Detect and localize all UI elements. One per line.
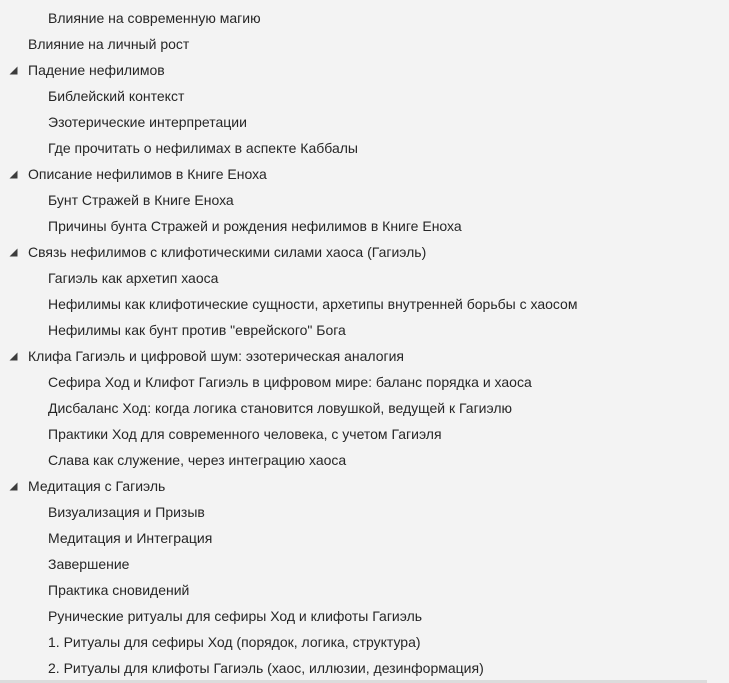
- outline-item[interactable]: [0, 369, 729, 395]
- outline-item[interactable]: [0, 291, 729, 317]
- outline-item[interactable]: [0, 265, 729, 291]
- outline-item[interactable]: [0, 629, 729, 655]
- outline-item[interactable]: [0, 57, 729, 83]
- outline-item[interactable]: [0, 239, 729, 265]
- outline-item-label: Визуализация и Призыв: [48, 504, 205, 520]
- outline-item[interactable]: [0, 5, 729, 31]
- outline-item-label: Причины бунта Стражей и рождения нефилимов в Книге Еноха: [48, 218, 462, 234]
- outline-item[interactable]: [0, 213, 729, 239]
- outline-item[interactable]: [0, 395, 729, 421]
- outline-item-label: 2. Ритуалы для клифоты Гагиэль (хаос, иллюзии, дезинформация): [48, 660, 484, 676]
- outline-item-label: Клифа Гагиэль и цифровой шум: эзотерическая аналогия: [28, 348, 404, 364]
- outline-item-label: Медитация с Гагиэль: [28, 478, 166, 494]
- outline-item-label: Нефилимы как клифотические сущности, архетипы внутренней борьбы с хаосом: [48, 296, 578, 312]
- outline-item-label: Рунические ритуалы для сефиры Ход и клифоты Гагиэль: [48, 608, 423, 624]
- expand-triangle-icon[interactable]: [8, 57, 18, 83]
- outline-item[interactable]: [0, 135, 729, 161]
- outline-item-label: Нефилимы как бунт против "еврейского" Бога: [48, 322, 346, 338]
- outline-item-label: Гагиэль как архетип хаоса: [48, 270, 219, 286]
- outline-item-label: Сефира Ход и Клифот Гагиэль в цифровом мире: баланс порядка и хаоса: [48, 374, 532, 390]
- outline-item[interactable]: [0, 447, 729, 473]
- outline-item[interactable]: [0, 187, 729, 213]
- outline-item-label: Бунт Стражей в Книге Еноха: [48, 192, 234, 208]
- outline-item-label: Падение нефилимов: [28, 62, 165, 78]
- expand-triangle-icon[interactable]: [8, 161, 18, 187]
- outline-item[interactable]: [0, 317, 729, 343]
- outline-item[interactable]: [0, 577, 729, 603]
- outline-item-label: Практики Ход для современного человека, с учетом Гагиэля: [48, 426, 442, 442]
- outline-item[interactable]: [0, 31, 729, 57]
- outline-item[interactable]: [0, 655, 729, 681]
- outline-item[interactable]: [0, 603, 729, 629]
- outline-item[interactable]: [0, 525, 729, 551]
- expand-triangle-icon[interactable]: [8, 239, 18, 265]
- outline-item-label: 1. Ритуалы для сефиры Ход (порядок, логика, структура): [48, 634, 421, 650]
- outline-item-label: Библейский контекст: [48, 88, 185, 104]
- outline-item[interactable]: [0, 473, 729, 499]
- outline-item-label: Практика сновидений: [48, 582, 190, 598]
- outline-item[interactable]: [0, 109, 729, 135]
- expand-triangle-icon[interactable]: [8, 343, 18, 369]
- outline-item-label: Где прочитать о нефилимах в аспекте Каббалы: [48, 140, 358, 156]
- outline-item[interactable]: [0, 499, 729, 525]
- outline-item-label: Описание нефилимов в Книге Еноха: [28, 166, 267, 182]
- outline-item-label: Эзотерические интерпретации: [48, 114, 247, 130]
- outline-item-label: Медитация и Интеграция: [48, 530, 213, 546]
- outline-item[interactable]: [0, 83, 729, 109]
- outline-item-label: Связь нефилимов с клифотическими силами хаоса (Гагиэль): [28, 244, 427, 260]
- outline-item-label: Завершение: [48, 556, 130, 572]
- outline-item-label: Дисбаланс Ход: когда логика становится ловушкой, ведущей к Гагиэлю: [48, 400, 513, 416]
- outline-item[interactable]: [0, 551, 729, 577]
- outline-item-label: Влияние на личный рост: [28, 36, 190, 52]
- expand-triangle-icon[interactable]: [8, 473, 18, 499]
- outline-item-label: Слава как служение, через интеграцию хаоса: [48, 452, 347, 468]
- outline-item-label: Влияние на современную магию: [48, 10, 261, 26]
- outline-item[interactable]: [0, 343, 729, 369]
- outline-item[interactable]: [0, 421, 729, 447]
- outline-item[interactable]: [0, 161, 729, 187]
